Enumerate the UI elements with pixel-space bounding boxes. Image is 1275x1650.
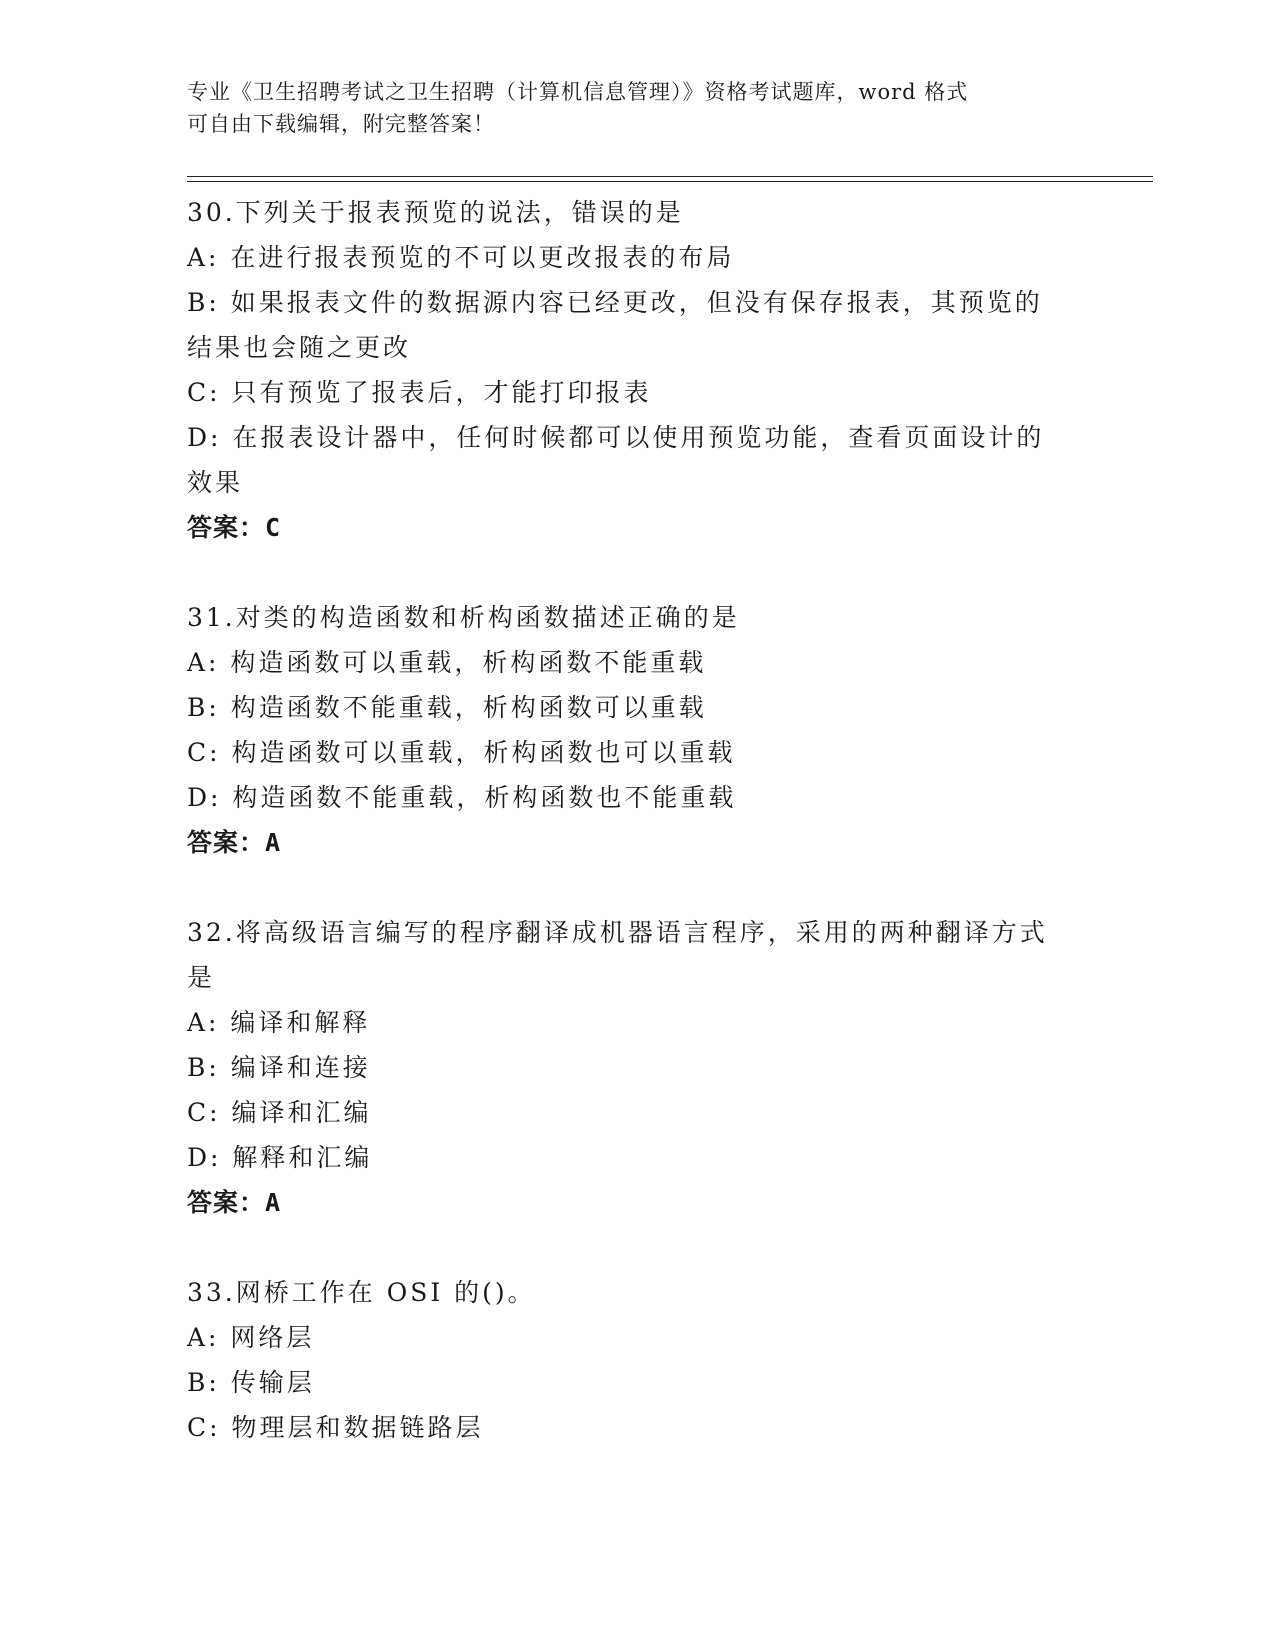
question-stem: 32.将高级语言编写的程序翻译成机器语言程序，采用的两种翻译方式 <box>187 918 1048 947</box>
header-divider-top <box>187 176 1153 177</box>
answer-line: 答案：A <box>187 828 282 857</box>
document-header <box>187 76 1087 140</box>
answer-line: 答案：A <box>187 1188 282 1217</box>
question-stem: 31.对类的构造函数和析构函数描述正确的是 <box>187 603 740 632</box>
header-line-1: 专业《卫生招聘考试之卫生招聘（计算机信息管理）》资格考试题库，word 格式 <box>187 80 969 104</box>
question-option: B: 编译和连接 <box>187 1053 371 1082</box>
question-option: A: 网络层 <box>187 1323 315 1352</box>
question-option: A: 在进行报表预览的不可以更改报表的布局 <box>187 243 735 272</box>
question-spacer <box>187 865 1077 910</box>
question-block <box>187 910 1077 1270</box>
question-spacer <box>187 550 1077 595</box>
question-stem: 是 <box>187 963 216 992</box>
question-block <box>187 190 1077 595</box>
question-option: 效果 <box>187 468 244 497</box>
question-stem: 30.下列关于报表预览的说法，错误的是 <box>187 198 684 227</box>
question-option: C: 编译和汇编 <box>187 1098 372 1127</box>
answer-line: 答案：C <box>187 513 282 542</box>
question-block <box>187 595 1077 910</box>
header-line-2: 可自由下载编辑，附完整答案！ <box>187 112 495 136</box>
question-option: A: 编译和解释 <box>187 1008 371 1037</box>
header-divider-bottom <box>187 181 1153 182</box>
question-option: C: 构造函数可以重载，析构函数也可以重载 <box>187 738 736 767</box>
question-option: 结果也会随之更改 <box>187 333 412 362</box>
question-option: D: 解释和汇编 <box>187 1143 373 1172</box>
question-option: A: 构造函数可以重载，析构函数不能重载 <box>187 648 707 677</box>
question-block <box>187 1270 1077 1450</box>
question-option: C: 物理层和数据链路层 <box>187 1413 484 1442</box>
question-option: D: 在报表设计器中，任何时候都可以使用预览功能，查看页面设计的 <box>187 423 1045 452</box>
question-option: B: 构造函数不能重载，析构函数可以重载 <box>187 693 707 722</box>
question-option: B: 传输层 <box>187 1368 315 1397</box>
question-option: C: 只有预览了报表后，才能打印报表 <box>187 378 652 407</box>
question-spacer <box>187 1225 1077 1270</box>
question-option: B: 如果报表文件的数据源内容已经更改，但没有保存报表，其预览的 <box>187 288 1043 317</box>
question-option: D: 构造函数不能重载，析构函数也不能重载 <box>187 783 737 812</box>
question-list <box>187 190 1077 1450</box>
question-stem: 33.网桥工作在 OSI 的()。 <box>187 1278 536 1307</box>
